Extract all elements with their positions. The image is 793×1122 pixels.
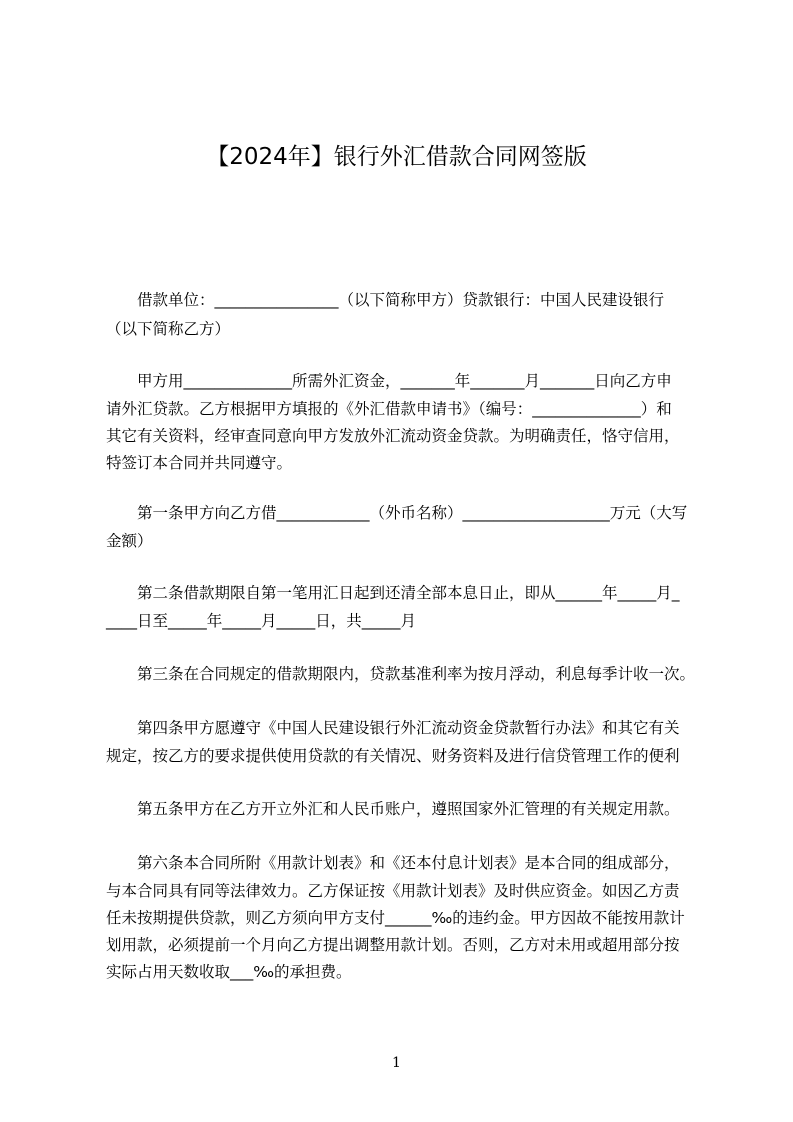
paragraph-2-line-1: 甲方用______________所需外汇资金，_______年_______月_______日向乙方申 [137,372,672,390]
paragraph-4-line-2: ____日至_____年_____月_____日，共_____月 [106,612,417,630]
page-number: 1 [392,1055,401,1071]
paragraph-6-line-2: 规定，按乙方的要求提供使用贷款的有关情况、财务资料及进行信贷管理工作的便利 [106,747,680,765]
paragraph-8-line-4: 划用款，必须提前一个月向乙方提出调整用款计划。否则，乙方对未用或超用部分按 [106,936,680,954]
paragraph-2-line-2: 请外汇贷款。乙方根据甲方填报的《外汇借款申请书》（编号：______________）和 [106,400,672,418]
paragraph-8-line-5: 实际占用天数收取___‰的承担费。 [106,963,352,981]
paragraph-5-line-1: 第三条在合同规定的借款期限内，贷款基准利率为按月浮动，利息每季计收一次。 [137,665,696,683]
paragraph-6-line-1: 第四条甲方愿遵守《中国人民建设银行外汇流动资金贷款暂行办法》和其它有关 [137,719,680,737]
paragraph-7-line-1: 第五条甲方在乙方开立外汇和人民币账户，遵照国家外汇管理的有关规定用款。 [137,800,680,818]
paragraph-4-line-1: 第二条借款期限自第一笔用汇日起到还清全部本息日止，即从______年_____月_ [137,584,680,602]
paragraph-1-line-1: 借款单位：________________（以下简称甲方）贷款银行：中国人民建设银行 [137,291,665,309]
paragraph-8-line-2: 与本合同具有同等法律效力。乙方保证按《用款计划表》及时供应资金。如因乙方责 [106,882,680,900]
paragraph-3-line-1: 第一条甲方向乙方借____________（外币名称）___________________万元（大写 [137,504,688,522]
paragraph-2-line-3: 其它有关资料，经审查同意向甲方发放外汇流动资金贷款。为明确责任，恪守信用， [106,427,680,445]
paragraph-2-line-4: 特签订本合同并共同遵守。 [106,454,293,472]
paragraph-3-line-2: 金额） [106,532,153,550]
paragraph-1-line-2: （以下简称乙方） [106,320,231,338]
paragraph-8-line-1: 第六条本合同所附《用款计划表》和《还本付息计划表》是本合同的组成部分， [137,854,680,872]
paragraph-8-line-3: 任未按期提供贷款，则乙方须向甲方支付______‰的违约金。甲方因故不能按用款计 [106,909,685,927]
page-title: 【2024年】银行外汇借款合同网签版 [206,144,587,170]
